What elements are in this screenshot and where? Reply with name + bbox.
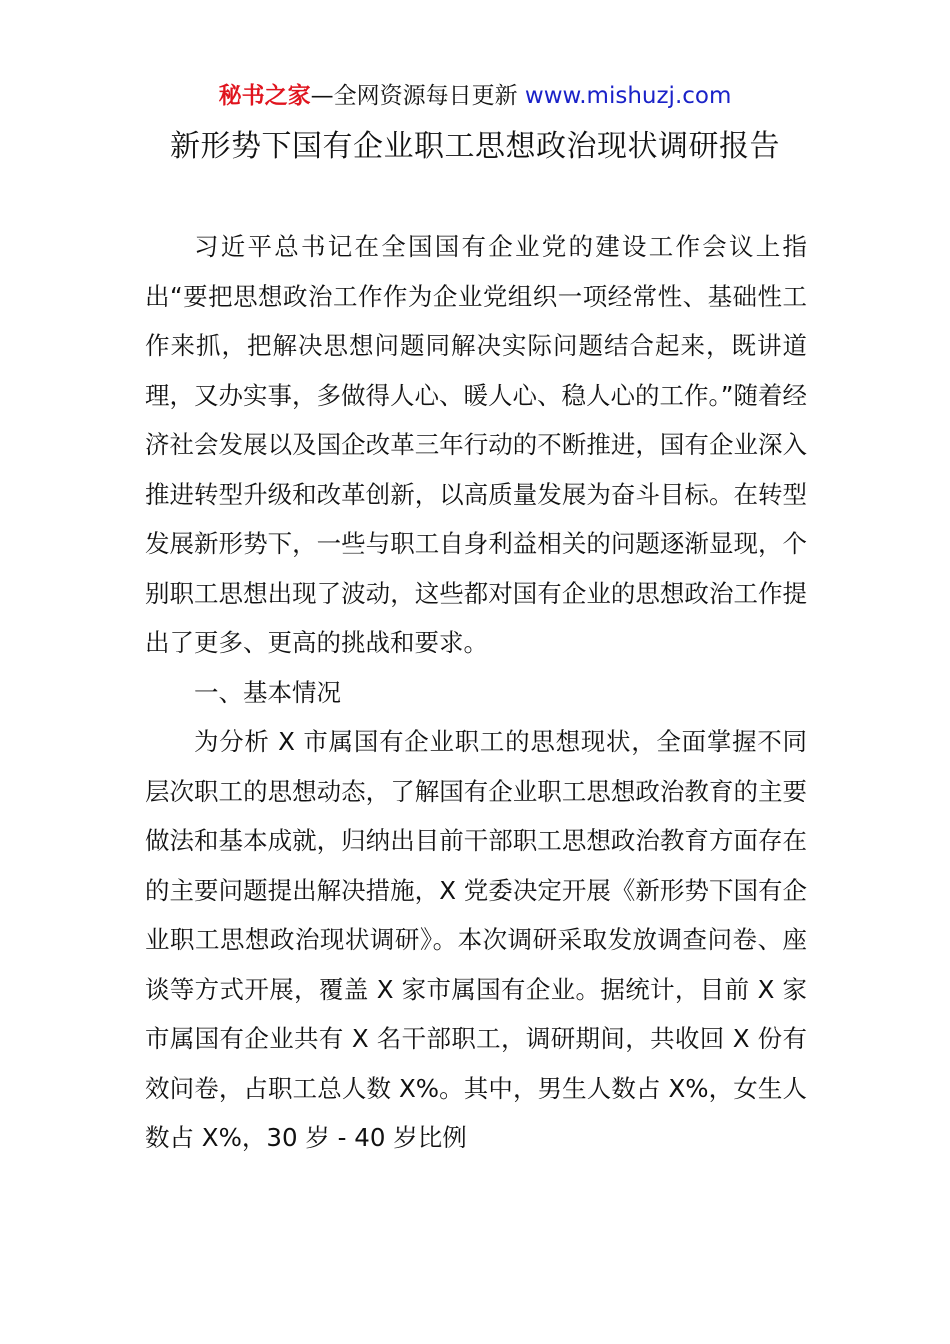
section-paragraph: 为分析 X 市属国有企业职工的思想现状，全面掌握不同层次职工的思想动态，了解国有企业职工思想政治教育的主要做法和基本成就，归纳出目前干部职工思想政治教育方面存在的主要问题提出解决措施，X 党委决定开展《新形势下国有企业职工思想政治现状调研》。本次调研采取发放调查问卷、座谈等方式开展，覆盖 X 家市属国有企业。据统计，目前 X 家市属国有企业共有 X 名干部职工，调研期间，共收回 X 份有效问卷，占职工总人数 X%。其中，男生人数占 X%，女生人数占 X%，30 岁 - 40 岁比例 [145,727,807,1152]
intro-paragraph: 习近平总书记在全国国有企业党的建设工作会议上指出“要把思想政治工作作为企业党组织一项经常性、基础性工作来抓，把解决思想问题同解决实际问题结合起来，既讲道理，又办实事，多做得人心、暖人心、稳人心的工作。”随着经济社会发展以及国企改革三年行动的不断推进，国有企业深入推进转型升级和改革创新，以高质量发展为奋斗目标。在转型发展新形势下，一些与职工自身利益相关的问题逐渐显现，个别职工思想出现了波动，这些都对国有企业的思想政治工作提出了更多、更高的挑战和要求。 [145,232,807,657]
brand-name: 秘书之家 [218,83,311,109]
site-tagline: —全网资源每日更新 [310,83,525,109]
site-url-link[interactable]: www.mishuzj.com [524,83,732,109]
section-heading: 一、基本情况 [194,677,341,707]
document-body [145,222,807,1163]
document-title: 新形势下国有企业职工思想政治现状调研报告 [170,129,780,164]
site-header [0,80,950,112]
